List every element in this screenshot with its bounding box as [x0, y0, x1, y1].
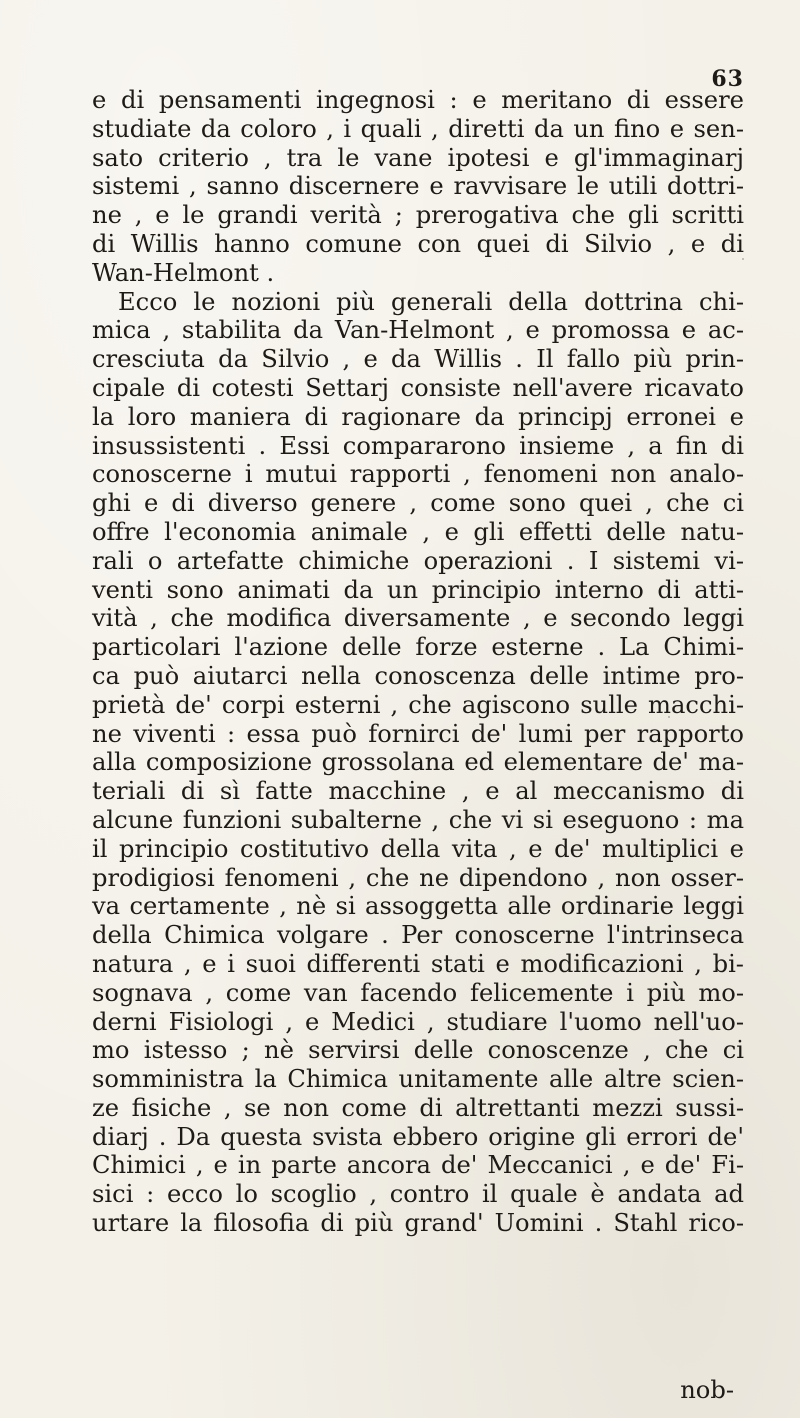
text-line: Wan-Helmont . — [92, 258, 275, 287]
text-line: alcune funzioni subalterne , che vi si eseguono : ma — [92, 805, 744, 834]
text-line: sato criterio , tra le vane ipotesi e gl'immaginarj — [92, 143, 744, 172]
text-line: conoscerne i mutui rapporti , fenomeni non analo- — [92, 460, 744, 489]
text-line: studiate da coloro , i quali , diretti da un fino e sen- — [92, 114, 744, 143]
text-line: e di pensamenti ingegnosi : e meritano di essere — [92, 86, 744, 114]
text-line: ghi e di diverso genere , come sono quei , che ci — [92, 489, 744, 518]
text-line: somministra la Chimica unitamente alle altre scien- — [92, 1065, 744, 1094]
text-line: ne viventi : essa può fornirci de' lumi per rapporto — [92, 719, 744, 748]
text-line: Chimici , e in parte ancora de' Meccanici , e de' Fi- — [92, 1151, 744, 1180]
paper-speck — [742, 258, 744, 260]
text-line: mica , stabilita da Van-Helmont , e promossa e ac- — [92, 316, 744, 345]
text-line: teriali di sì fatte macchine , e al meccanismo di — [92, 777, 744, 806]
text-line: venti sono animati da un principio interno di atti- — [92, 575, 744, 604]
text-line: derni Fisiologi , e Medici , studiare l'uomo nell'uo- — [92, 1007, 744, 1036]
text-line: particolari l'azione delle forze esterne . La Chimi- — [92, 633, 744, 662]
text-line: offre l'economia animale , e gli effetti delle natu- — [92, 517, 744, 546]
text-line: va certamente , nè si assoggetta alle ordinarie leggi — [92, 892, 744, 921]
text-line: urtare la filosofia di più grand' Uomini . Stahl rico- — [92, 1209, 744, 1238]
text-line: cresciuta da Silvio , e da Willis . Il fallo più prin- — [92, 345, 744, 374]
text-line: prietà de' corpi esterni , che agiscono sulle macchi- — [92, 690, 744, 719]
text-line: rali o artefatte chimiche operazioni . I sistemi vi- — [92, 546, 744, 575]
paper-speck — [240, 104, 242, 106]
text-line: ca può aiutarci nella conoscenza delle intime pro- — [92, 661, 744, 690]
text-line: alla composizione grossolana ed elementare de' ma- — [92, 748, 744, 777]
paragraph-first-line: Ecco le nozioni più generali della dottrina chi- — [118, 287, 744, 316]
text-line: sognava , come van facendo felicemente i più mo- — [92, 978, 744, 1007]
text-line: ze fisiche , se non come di altrettanti mezzi sussi- — [92, 1093, 744, 1122]
paper-speck — [668, 716, 670, 718]
text-line: prodigiosi fenomeni , che ne dipendono , non osser- — [92, 863, 744, 892]
text-line: insussistenti . Essi compararono insieme , a fin di — [92, 431, 744, 460]
text-line: sici : ecco lo scoglio , contro il quale è andata ad — [92, 1180, 744, 1209]
text-line: natura , e i suoi differenti stati e modificazioni , bi- — [92, 949, 744, 978]
text-line: cipale di cotesti Settarj consiste nell'avere ricavato — [92, 373, 744, 402]
text-line: sistemi , sanno discernere e ravvisare le utili dottri- — [92, 172, 744, 201]
text-line: mo istesso ; nè servirsi delle conoscenze , che ci — [92, 1036, 744, 1065]
body-text — [92, 86, 744, 1238]
text-line: vità , che modifica diversamente , e secondo leggi — [92, 604, 744, 633]
text-line: la loro maniera di ragionare da principj erronei e — [92, 402, 744, 431]
text-line: della Chimica volgare . Per conoscerne l'intrinseca — [92, 921, 744, 950]
page-number: 63 — [711, 66, 744, 92]
text-line: diarj . Da questa svista ebbero origine gli errori de' — [92, 1122, 744, 1151]
text-line: il principio costitutivo della vita , e de' multiplici e — [92, 834, 744, 863]
catchword: nob- — [680, 1376, 734, 1404]
text-line: di Willis hanno comune con quei di Silvio , e di — [92, 229, 744, 258]
text-line: ne , e le grandi verità ; prerogativa che gli scritti — [92, 201, 744, 230]
